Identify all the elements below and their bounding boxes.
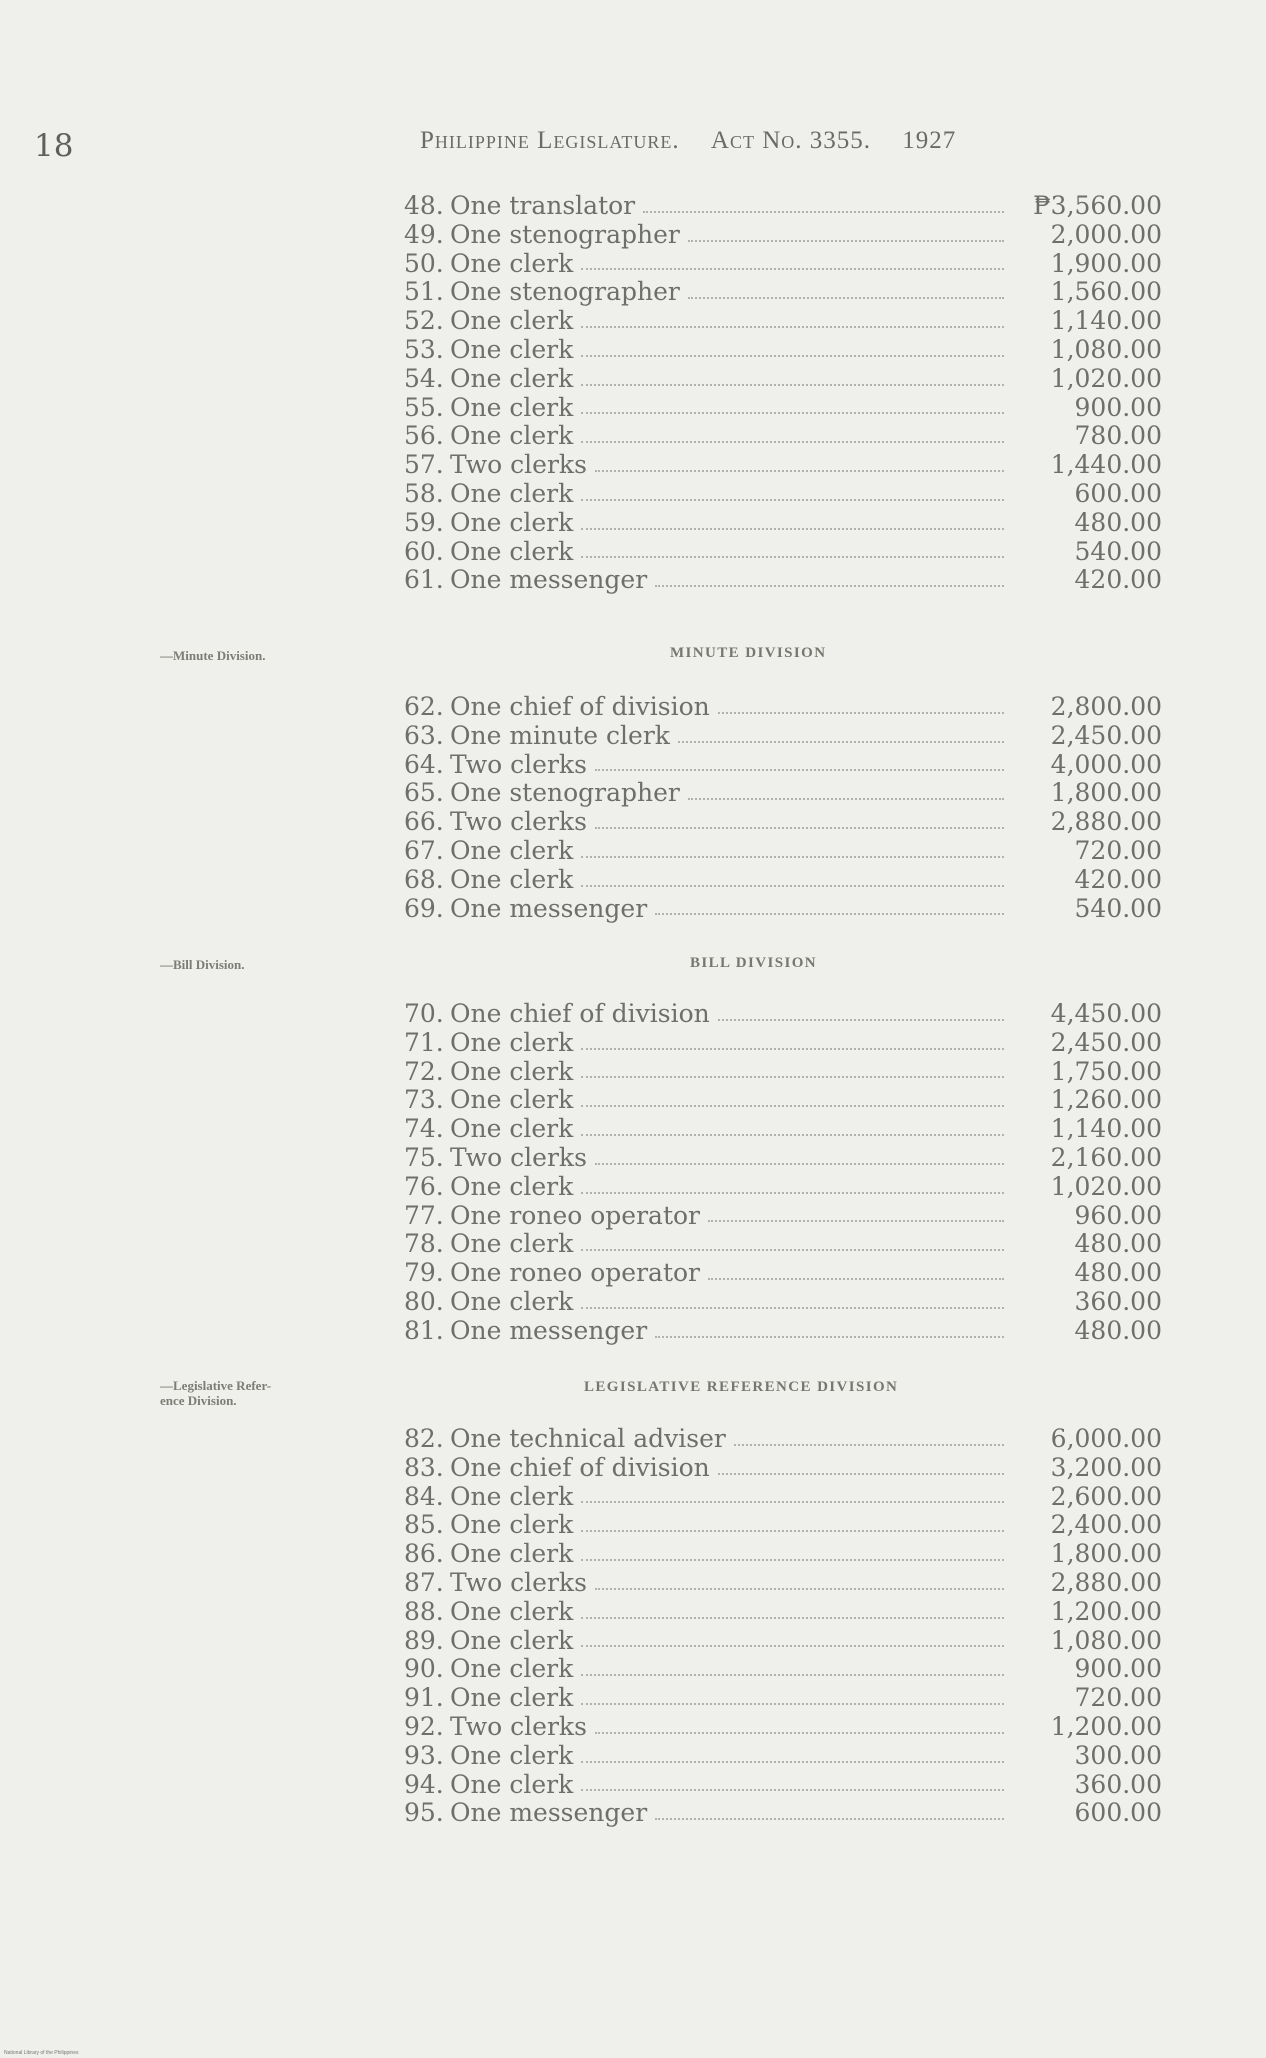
item-description: One clerk [450, 334, 574, 364]
line-item [404, 509, 1162, 538]
item-description: One messenger [450, 1315, 648, 1345]
dot-leader [581, 1703, 1004, 1705]
item-description: One clerk [450, 1481, 574, 1511]
dot-leader [581, 1134, 1004, 1136]
entries-bill-division [404, 1000, 1162, 1346]
item-description: Two clerks [450, 1567, 587, 1597]
heading-minute-division: MINUTE DIVISION [670, 645, 827, 661]
dot-leader [718, 1473, 1004, 1475]
line-item [404, 722, 1162, 751]
line-item [404, 307, 1162, 336]
margin-note-line-1: —Legislative Refer- [160, 1378, 272, 1393]
dot-leader [581, 1617, 1004, 1619]
item-description: One clerk [450, 1654, 574, 1684]
item-number: 51. [404, 277, 444, 307]
dot-leader [581, 1789, 1004, 1791]
line-item [404, 394, 1162, 423]
dot-leader [595, 1588, 1004, 1590]
item-number: 69. [404, 893, 444, 923]
item-amount: 1,900.00 [1050, 248, 1162, 278]
item-amount: 2,880.00 [1050, 1567, 1162, 1597]
dot-leader [688, 798, 1004, 800]
item-amount: 480.00 [1074, 507, 1162, 537]
item-number: 90. [404, 1654, 444, 1684]
item-description: One clerk [450, 1114, 574, 1144]
item-amount: 2,000.00 [1050, 219, 1162, 249]
item-amount: 360.00 [1074, 1286, 1162, 1316]
line-item [404, 751, 1162, 780]
item-description: One clerk [450, 864, 574, 894]
item-amount: 300.00 [1074, 1740, 1162, 1770]
dot-leader [581, 1674, 1004, 1676]
item-number: 55. [404, 392, 444, 422]
item-description: One clerk [450, 536, 574, 566]
dot-leader [581, 499, 1004, 501]
item-number: 77. [404, 1200, 444, 1230]
item-amount: 420.00 [1074, 565, 1162, 595]
line-item [404, 1799, 1162, 1828]
dot-leader [708, 1220, 1004, 1222]
item-number: 87. [404, 1567, 444, 1597]
item-number: 54. [404, 363, 444, 393]
item-amount: 900.00 [1074, 392, 1162, 422]
line-item [404, 1173, 1162, 1202]
item-number: 57. [404, 450, 444, 480]
item-number: 65. [404, 778, 444, 808]
dot-leader [581, 1559, 1004, 1561]
item-description: Two clerks [450, 1711, 587, 1741]
line-item [404, 1454, 1162, 1483]
item-description: One clerk [450, 363, 574, 393]
item-description: One chief of division [450, 1452, 710, 1482]
item-amount: 1,440.00 [1050, 450, 1162, 480]
item-amount: 480.00 [1074, 1229, 1162, 1259]
item-description: One clerk [450, 392, 574, 422]
dot-leader [581, 441, 1004, 443]
item-amount: 420.00 [1074, 864, 1162, 894]
item-description: One stenographer [450, 277, 680, 307]
item-description: One clerk [450, 306, 574, 336]
item-number: 60. [404, 536, 444, 566]
line-item [404, 336, 1162, 365]
dot-leader [678, 741, 1004, 743]
item-number: 48. [404, 191, 444, 220]
line-item [404, 1317, 1162, 1346]
dot-leader [581, 1761, 1004, 1763]
item-number: 86. [404, 1539, 444, 1569]
dot-leader [595, 827, 1004, 829]
line-item [404, 1288, 1162, 1317]
running-header [420, 127, 956, 155]
item-description: One clerk [450, 248, 574, 278]
item-amount: 1,020.00 [1050, 363, 1162, 393]
item-number: 81. [404, 1315, 444, 1345]
item-amount: 1,260.00 [1050, 1085, 1162, 1115]
item-number: 59. [404, 507, 444, 537]
item-amount: 1,140.00 [1050, 1114, 1162, 1144]
dot-leader [688, 240, 1004, 242]
item-amount: 2,400.00 [1050, 1510, 1162, 1540]
page-number: 18 [34, 128, 74, 164]
item-number: 82. [404, 1424, 444, 1453]
dot-leader [581, 268, 1004, 270]
header-year: 1927 [902, 127, 957, 154]
item-description: One clerk [450, 1740, 574, 1770]
line-item [404, 192, 1162, 221]
dot-leader [708, 1278, 1004, 1280]
dot-leader [581, 326, 1004, 328]
dot-leader [655, 1336, 1004, 1338]
item-amount: 1,080.00 [1050, 1625, 1162, 1655]
item-description: One chief of division [450, 692, 710, 721]
line-item [404, 1144, 1162, 1173]
item-description: One minute clerk [450, 720, 670, 750]
item-description: One clerk [450, 478, 574, 508]
dot-leader [655, 585, 1004, 587]
item-amount: 540.00 [1074, 893, 1162, 923]
item-amount: 720.00 [1074, 1683, 1162, 1713]
dot-leader [655, 913, 1004, 915]
line-item [404, 1684, 1162, 1713]
line-item [404, 1086, 1162, 1115]
dot-leader [581, 1048, 1004, 1050]
dot-leader [734, 1444, 1004, 1446]
dot-leader [581, 1645, 1004, 1647]
dot-leader [581, 1192, 1004, 1194]
item-description: One technical adviser [450, 1424, 726, 1453]
margin-note-line-2: ence Division. [160, 1393, 237, 1408]
item-number: 93. [404, 1740, 444, 1770]
entries-legislative-reference-division [404, 1425, 1162, 1828]
item-number: 52. [404, 306, 444, 336]
item-number: 61. [404, 565, 444, 595]
item-amount: 900.00 [1074, 1654, 1162, 1684]
item-description: One clerk [450, 1510, 574, 1540]
item-description: One translator [450, 191, 636, 220]
item-amount: 960.00 [1074, 1200, 1162, 1230]
item-number: 78. [404, 1229, 444, 1259]
item-amount: 1,750.00 [1050, 1056, 1162, 1086]
item-amount: 1,140.00 [1050, 306, 1162, 336]
line-item [404, 1230, 1162, 1259]
item-description: One clerk [450, 1625, 574, 1655]
item-amount: 1,800.00 [1050, 778, 1162, 808]
entries-group-1 [404, 192, 1162, 595]
item-description: Two clerks [450, 749, 587, 779]
item-number: 74. [404, 1114, 444, 1144]
item-number: 94. [404, 1769, 444, 1799]
footer-credit: National Library of the Philippines [4, 2050, 79, 2056]
line-item [404, 1742, 1162, 1771]
item-amount: 1,560.00 [1050, 277, 1162, 307]
dot-leader [595, 769, 1004, 771]
item-amount: 600.00 [1074, 478, 1162, 508]
heading-legislative-reference-division: LEGISLATIVE REFERENCE DIVISION [584, 1379, 899, 1395]
line-item [404, 1771, 1162, 1800]
dot-leader [581, 1249, 1004, 1251]
item-description: One stenographer [450, 778, 680, 808]
item-amount: 1,080.00 [1050, 334, 1162, 364]
item-number: 73. [404, 1085, 444, 1115]
item-amount: 2,800.00 [1050, 692, 1162, 721]
item-description: One clerk [450, 1769, 574, 1799]
dot-leader [718, 1019, 1004, 1021]
item-description: One clerk [450, 1596, 574, 1626]
dot-leader [595, 1732, 1004, 1734]
dot-leader [581, 1307, 1004, 1309]
line-item [404, 779, 1162, 808]
item-number: 80. [404, 1286, 444, 1316]
item-description: One stenographer [450, 219, 680, 249]
item-description: One chief of division [450, 999, 710, 1028]
dot-leader [595, 1163, 1004, 1165]
margin-note-minute: —Minute Division. [160, 648, 266, 663]
item-number: 56. [404, 421, 444, 451]
line-item [404, 1202, 1162, 1231]
item-description: Two clerks [450, 1142, 587, 1172]
item-number: 62. [404, 692, 444, 721]
line-item [404, 480, 1162, 509]
line-item [404, 1627, 1162, 1656]
item-description: One clerk [450, 1085, 574, 1115]
line-item [404, 895, 1162, 924]
line-item [404, 1425, 1162, 1454]
line-item [404, 1713, 1162, 1742]
dot-leader [643, 211, 1004, 213]
item-description: One clerk [450, 1171, 574, 1201]
line-item [404, 1115, 1162, 1144]
dot-leader [581, 528, 1004, 530]
item-number: 66. [404, 807, 444, 837]
item-number: 67. [404, 835, 444, 865]
header-act: Act No. 3355. [710, 127, 872, 154]
line-item [404, 1058, 1162, 1087]
item-number: 49. [404, 219, 444, 249]
heading-bill-division: BILL DIVISION [690, 955, 817, 971]
item-amount: 1,200.00 [1050, 1596, 1162, 1626]
entries-minute-division [404, 693, 1162, 923]
line-item [404, 1598, 1162, 1627]
item-amount: 780.00 [1074, 421, 1162, 451]
item-number: 95. [404, 1798, 444, 1828]
item-description: One roneo operator [450, 1258, 700, 1288]
item-description: One clerk [450, 1286, 574, 1316]
line-item [404, 1029, 1162, 1058]
item-number: 58. [404, 478, 444, 508]
item-number: 53. [404, 334, 444, 364]
item-amount: 6,000.00 [1050, 1424, 1162, 1453]
item-description: One clerk [450, 835, 574, 865]
line-item [404, 1511, 1162, 1540]
item-amount: 2,880.00 [1050, 807, 1162, 837]
dot-leader [581, 412, 1004, 414]
margin-note-legislative-reference [160, 1378, 271, 1408]
line-item [404, 566, 1162, 595]
item-number: 63. [404, 720, 444, 750]
item-description: One clerk [450, 1056, 574, 1086]
header-title: Philippine Legislature. [420, 127, 680, 154]
item-number: 72. [404, 1056, 444, 1086]
item-number: 89. [404, 1625, 444, 1655]
item-amount: 3,200.00 [1050, 1452, 1162, 1482]
line-item [404, 538, 1162, 567]
dot-leader [595, 470, 1004, 472]
item-number: 79. [404, 1258, 444, 1288]
item-number: 50. [404, 248, 444, 278]
line-item [404, 221, 1162, 250]
dot-leader [581, 1105, 1004, 1107]
dot-leader [688, 297, 1004, 299]
item-amount: 720.00 [1074, 835, 1162, 865]
item-description: One clerk [450, 1683, 574, 1713]
line-item [404, 1483, 1162, 1512]
item-number: 88. [404, 1596, 444, 1626]
item-amount: 2,600.00 [1050, 1481, 1162, 1511]
item-description: Two clerks [450, 450, 587, 480]
item-amount: 1,200.00 [1050, 1711, 1162, 1741]
item-number: 85. [404, 1510, 444, 1540]
item-number: 83. [404, 1452, 444, 1482]
item-number: 70. [404, 999, 444, 1028]
item-amount: 1,020.00 [1050, 1171, 1162, 1201]
item-description: One roneo operator [450, 1200, 700, 1230]
item-amount: 360.00 [1074, 1769, 1162, 1799]
dot-leader [718, 712, 1004, 714]
line-item [404, 1259, 1162, 1288]
dot-leader [581, 1530, 1004, 1532]
item-amount: 480.00 [1074, 1258, 1162, 1288]
item-amount: 1,800.00 [1050, 1539, 1162, 1569]
line-item [404, 837, 1162, 866]
item-amount: 480.00 [1074, 1315, 1162, 1345]
item-number: 71. [404, 1027, 444, 1057]
item-description: One clerk [450, 421, 574, 451]
item-amount: 4,000.00 [1050, 749, 1162, 779]
item-number: 68. [404, 864, 444, 894]
line-item [404, 693, 1162, 722]
item-amount: 540.00 [1074, 536, 1162, 566]
line-item [404, 422, 1162, 451]
line-item [404, 1655, 1162, 1684]
item-amount: ₱3,560.00 [1033, 191, 1162, 220]
item-description: One clerk [450, 507, 574, 537]
line-item [404, 1569, 1162, 1598]
dot-leader [581, 355, 1004, 357]
item-amount: 2,450.00 [1050, 720, 1162, 750]
line-item [404, 866, 1162, 895]
item-number: 91. [404, 1683, 444, 1713]
item-description: One messenger [450, 565, 648, 595]
line-item [404, 1000, 1162, 1029]
line-item [404, 1540, 1162, 1569]
item-number: 64. [404, 749, 444, 779]
dot-leader [581, 384, 1004, 386]
dot-leader [655, 1818, 1004, 1820]
line-item [404, 808, 1162, 837]
line-item [404, 250, 1162, 279]
dot-leader [581, 1501, 1004, 1503]
dot-leader [581, 1076, 1004, 1078]
item-amount: 600.00 [1074, 1798, 1162, 1828]
item-number: 92. [404, 1711, 444, 1741]
item-number: 84. [404, 1481, 444, 1511]
item-description: One messenger [450, 893, 648, 923]
line-item [404, 278, 1162, 307]
item-amount: 2,160.00 [1050, 1142, 1162, 1172]
dot-leader [581, 885, 1004, 887]
item-description: One clerk [450, 1027, 574, 1057]
line-item [404, 365, 1162, 394]
line-item [404, 451, 1162, 480]
item-amount: 4,450.00 [1050, 999, 1162, 1028]
item-number: 76. [404, 1171, 444, 1201]
item-description: One clerk [450, 1229, 574, 1259]
item-description: One messenger [450, 1798, 648, 1828]
dot-leader [581, 556, 1004, 558]
dot-leader [581, 856, 1004, 858]
item-number: 75. [404, 1142, 444, 1172]
item-description: One clerk [450, 1539, 574, 1569]
margin-note-bill: —Bill Division. [160, 957, 245, 972]
item-description: Two clerks [450, 807, 587, 837]
item-amount: 2,450.00 [1050, 1027, 1162, 1057]
